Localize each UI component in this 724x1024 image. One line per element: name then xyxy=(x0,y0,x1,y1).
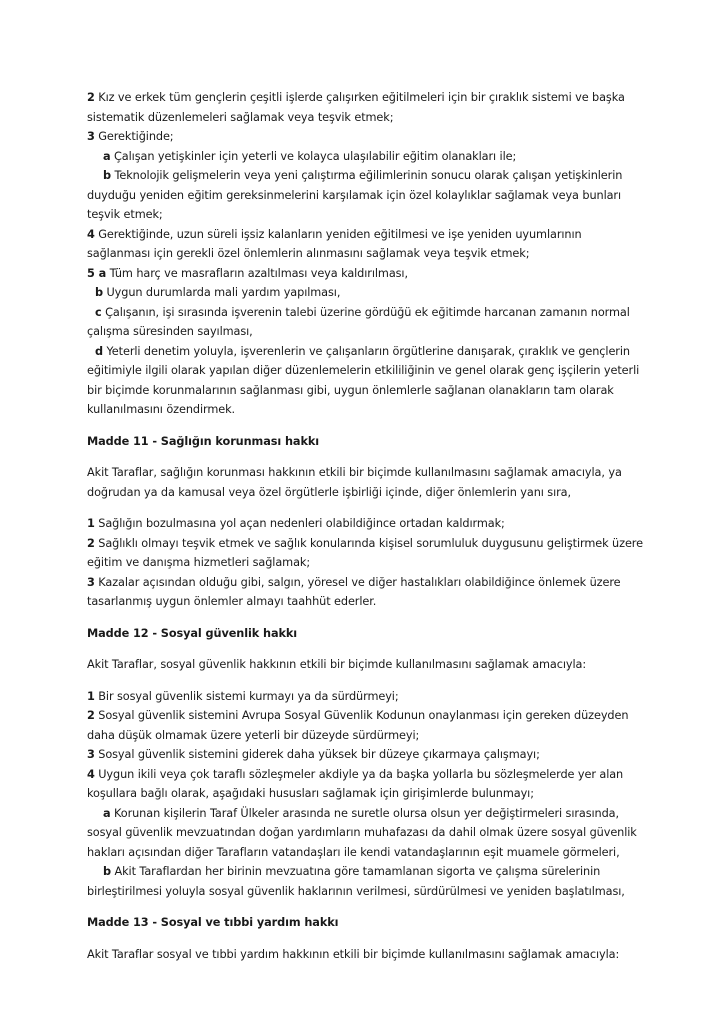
item-text: sağlanması için gerekli özel önlemlerin alınmasını sağlamak veya teşvik etmek; xyxy=(87,247,530,260)
sub-item-letter: b xyxy=(95,286,103,299)
article-heading: Madde 11 - Sağlığın korunması hakkı xyxy=(87,434,320,448)
item-text: Bir sosyal güvenlik sistemi kurmayı ya da sürdürmeyi; xyxy=(94,689,399,703)
item-text: Yeterli denetim yoluyla, işverenlerin ve çalışanların örgütlerine danışarak, çıraklık ve gençlerin xyxy=(103,344,630,358)
item-text: Tüm harç ve masrafların azaltılması veya kaldırılması, xyxy=(106,266,408,280)
item-text: Kazalar açısından olduğu gibi, salgın, yöresel ve diğer hastalıkları olabildiğince önlemek üzere xyxy=(94,575,621,589)
item-text: daha düşük olmamak üzere yeterli bir düzeyde sürdürmeyi; xyxy=(87,728,420,742)
item-number: 2 xyxy=(87,536,95,550)
list-item xyxy=(87,687,687,707)
item-text: Sosyal güvenlik sistemini Avrupa Sosyal Güvenlik Kodunun onaylanması için gereken düzeyden xyxy=(94,709,629,722)
item-text: Gerektiğinde; xyxy=(94,130,174,143)
item-text: hakları açısından diğer Tarafların vatandaşları ile kendi vatandaşlarının eşit muamele görmeleri, xyxy=(87,845,620,859)
sub-item xyxy=(87,147,687,167)
item-text: sosyal güvenlik mevzuatından doğan yardımların muhafazası da dahil olmak üzere sosyal güvenlik xyxy=(87,826,637,839)
list-item xyxy=(87,534,687,554)
item-text: eğitimiyle ilgili olarak yapılan diğer düzenlemelerin etkililiğinin ve genel olarak genç işçilerin yeterli xyxy=(87,364,640,377)
sub-item-letter: b xyxy=(103,169,111,182)
list-item xyxy=(87,264,687,284)
item-text: teşvik etmek; xyxy=(87,208,163,221)
sub-item xyxy=(87,862,687,882)
article-intro: Akit Taraflar, sosyal güvenlik hakkının etkili bir biçimde kullanılmasını sağlamak amacıyla: xyxy=(87,658,587,671)
item-number: 3 xyxy=(87,748,95,761)
list-item xyxy=(87,765,687,785)
item-text: çalışma süresinden sayılması, xyxy=(87,325,253,338)
document-page xyxy=(87,88,687,964)
item-number: 1 xyxy=(87,689,95,703)
item-number: 4 xyxy=(87,227,95,241)
list-item xyxy=(87,88,687,108)
list-item xyxy=(87,706,687,726)
article-intro: doğrudan ya da kamusal veya özel örgütlerle işbirliği içinde, diğer önlemlerin yanı sıra, xyxy=(87,485,571,499)
list-item xyxy=(87,127,687,147)
item-number: 2 xyxy=(87,709,95,722)
item-text: koşullara bağlı olarak, aşağıdaki hususları sağlamak için girişimlerde bulunmayı; xyxy=(87,787,534,800)
article-intro: Akit Taraflar sosyal ve tıbbi yardım hakkının etkili bir biçimde kullanılmasını sağlamak amacıyla: xyxy=(87,947,620,961)
item-text: bir biçimde korunmalarının sağlanması gibi, uygun önlemlerle sağlanan olanakların tam olarak xyxy=(87,383,614,397)
list-item xyxy=(87,225,687,245)
item-text: Sosyal güvenlik sistemini giderek daha yüksek bir düzeye çıkarmaya çalışmayı; xyxy=(94,748,540,761)
item-text: Uygun ikili veya çok taraflı sözleşmeler akdiyle ya da başka yollarla bu sözleşmelerde yer alan xyxy=(94,767,624,781)
sub-item xyxy=(87,166,687,186)
item-number: 5 a xyxy=(87,266,107,280)
item-text: Kız ve erkek tüm gençlerin çeşitli işlerde çalışırken eğitilmeleri için bir çıraklık sistemi ve başka xyxy=(94,91,625,104)
sub-item-letter: a xyxy=(103,149,111,163)
item-text: Uygun durumlarda mali yardım yapılması, xyxy=(103,286,341,299)
item-text: duyduğu yeniden eğitim gereksinmelerini karşılamak için özel kolaylıklar sağlamak veya bunları xyxy=(87,188,622,202)
item-number: 2 xyxy=(87,91,95,104)
item-number: 1 xyxy=(87,517,95,530)
article-heading: Madde 13 - Sosyal ve tıbbi yardım hakkı xyxy=(87,916,339,929)
item-text: Çalışan yetişkinler için yeterli ve kolayca ulaşılabilir eğitim olanakları ile; xyxy=(110,149,517,163)
list-item xyxy=(87,745,687,765)
item-text: kullanılmasını özendirmek. xyxy=(87,403,236,416)
item-number: 3 xyxy=(87,130,95,143)
item-text: Sağlıklı olmayı teşvik etmek ve sağlık konularında kişisel sorumluluk duygusunu geliştirmek üzere xyxy=(94,536,643,550)
item-text: Teknolojik gelişmelerin veya yeni çalıştırma eğilimlerinin sonucu olarak çalışan yetişkinlerin xyxy=(111,169,623,182)
sub-item-letter: a xyxy=(103,806,111,820)
sub-item xyxy=(87,342,687,362)
article-heading: Madde 12 - Sosyal güvenlik hakkı xyxy=(87,626,298,640)
item-text: eğitim ve danışma hizmetleri sağlamak; xyxy=(87,556,311,569)
item-number: 3 xyxy=(87,575,95,589)
item-text: Akit Taraflardan her birinin mevzuatına göre tamamlanan sigorta ve çalışma sürelerinin xyxy=(111,865,601,878)
sub-item-letter: c xyxy=(95,305,102,319)
item-text: Sağlığın bozulmasına yol açan nedenleri olabildiğince ortadan kaldırmak; xyxy=(94,517,505,530)
sub-item xyxy=(87,283,687,303)
article-intro: Akit Taraflar, sağlığın korunması hakkının etkili bir biçimde kullanılmasını sağlamak amacıyla, ya xyxy=(87,466,622,479)
item-text: birleştirilmesi yoluyla sosyal güvenlik haklarının verilmesi, sürdürülmesi ve yeniden başlatılması, xyxy=(87,884,625,898)
item-number: 4 xyxy=(87,767,95,781)
sub-item xyxy=(87,303,687,323)
sub-item-letter: b xyxy=(103,865,111,878)
item-text: Gerektiğinde, uzun süreli işsiz kalanların yeniden eğitilmesi ve işe yeniden uyumlarının xyxy=(94,227,582,241)
sub-item xyxy=(87,804,687,824)
item-text: Korunan kişilerin Taraf Ülkeler arasında ne suretle olursa olsun yer değiştirmeleri sırasında, xyxy=(110,806,619,820)
list-item xyxy=(87,514,687,534)
sub-item-letter: d xyxy=(95,344,103,358)
item-text: sistematik düzenlemeleri sağlamak veya teşvik etmek; xyxy=(87,110,394,124)
item-text: Çalışanın, işi sırasında işverenin talebi üzerine gördüğü ek eğitimde harcanan zamanın normal xyxy=(101,305,630,319)
item-text: tasarlanmış uygun önlemler almayı taahhüt ederler. xyxy=(87,595,377,608)
list-item xyxy=(87,573,687,593)
